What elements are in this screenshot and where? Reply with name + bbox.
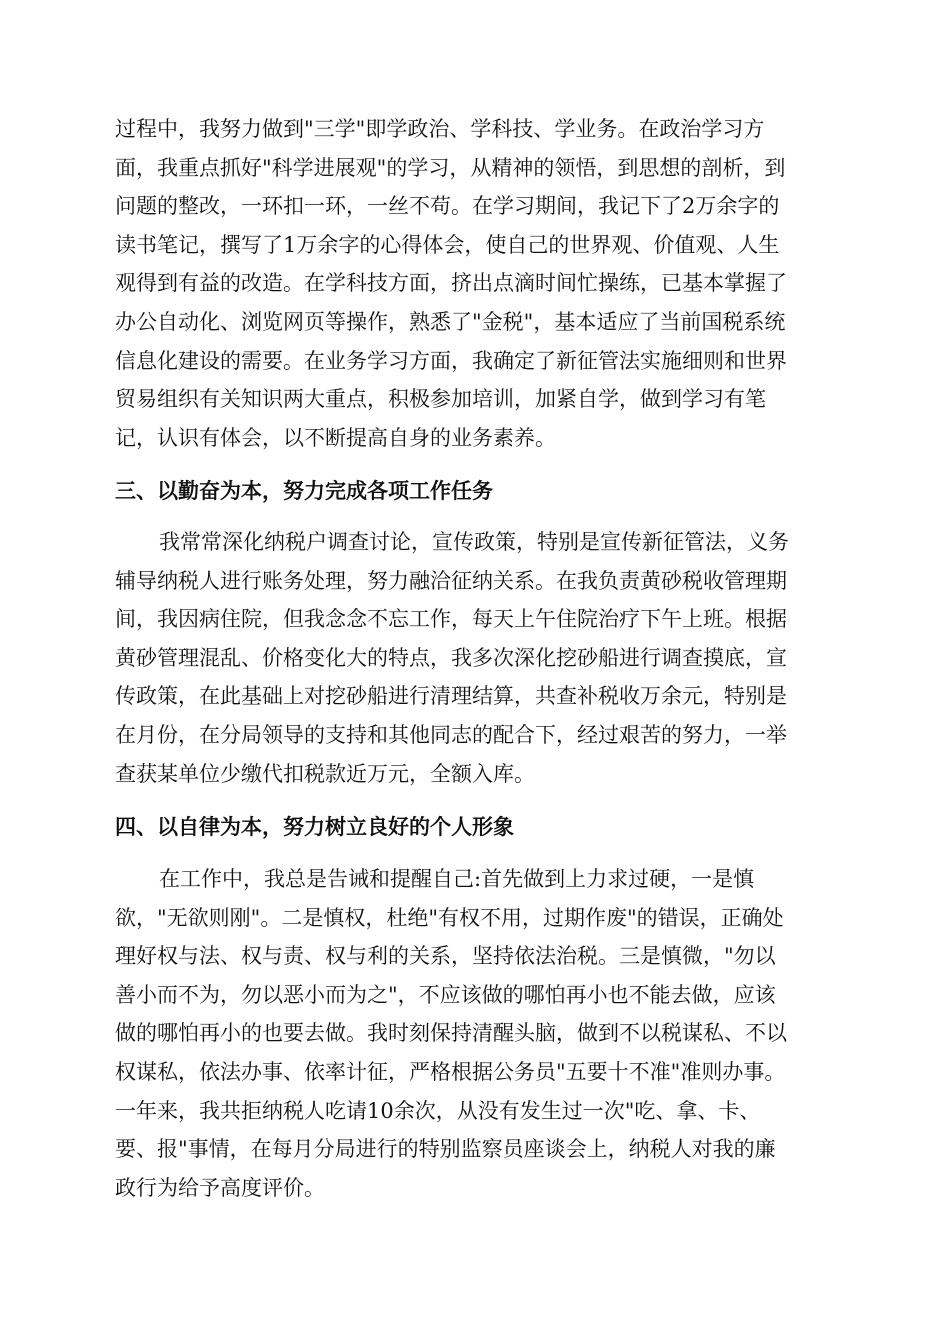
text-line: 善小而不为，勿以恶小而为之"，不应该做的哪怕再小也不能去做，应该: [115, 982, 776, 1007]
paragraph-work: [115, 523, 835, 793]
text-line: 记，认识有体会，以不断提高自身的业务素养。: [115, 425, 556, 450]
text-line: 要、报"事情，在每月分局进行的特别监察员座谈会上，纳税人对我的廉: [115, 1137, 776, 1162]
text-line: 理好权与法、权与责、权与利的关系，坚持依法治税。三是慎微，"勿以: [115, 944, 776, 969]
text-line: 贸易组织有关知识两大重点，积极参加培训，加紧自学，做到学习有笔: [115, 387, 766, 412]
text-line: 权谋私，依法办事、依率计征，严格根据公务员"五要十不准"准则办事。: [115, 1059, 786, 1084]
text-line: 观得到有益的改造。在学科技方面，挤出点滴时间忙操练，已基本掌握了: [115, 271, 787, 296]
text-line: 黄砂管理混乱、价格变化大的特点，我多次深化挖砂船进行调查摸底，宣: [115, 645, 787, 670]
text-line: 辅导纳税人进行账务处理，努力融洽征纳关系。在我负责黄砂税收管理期: [115, 568, 787, 593]
text-line: 间，我因病住院，但我念念不忘工作，每天上午住院治疗下午上班。根据: [115, 607, 787, 632]
text-line: 欲，"无欲则刚"。二是慎权，杜绝"有权不用，过期作废"的错误，正确处: [115, 905, 784, 930]
text-line: 信息化建设的需要。在业务学习方面，我确定了新征管法实施细则和世界: [115, 348, 787, 373]
paragraph-study: [115, 110, 835, 457]
text-line: 做的哪怕再小的也要去做。我时刻保持清醒头脑，做到不以税谋私、不以: [115, 1021, 787, 1046]
text-line: 面，我重点抓好"科学进展观"的学习，从精神的领悟，到思想的剖析，到: [115, 155, 786, 180]
text-line: 我常常深化纳税户调查讨论，宣传政策，特别是宣传新征管法，义务: [159, 530, 789, 554]
text-line: 传政策，在此基础上对挖砂船进行清理结算，共查补税收万余元，特别是: [115, 684, 787, 709]
text-line: 读书笔记，撰写了1万余字的心得体会，使自己的世界观、价值观、人生: [115, 232, 780, 257]
text-line: 过程中，我努力做到"三学"即学政治、学科技、学业务。在政治学习方: [115, 117, 765, 141]
text-line: 在工作中，我总是告诫和提醒自己:首先做到上力求过硬，一是慎: [159, 867, 755, 891]
section-heading-4: 四、以自律为本，努力树立良好的个人形象: [115, 815, 514, 839]
text-line: 查获某单位少缴代扣税款近万元，全额入库。: [115, 761, 535, 786]
section-heading-3: 三、以勤奋为本，努力完成各项工作任务: [115, 479, 493, 503]
text-line: 一年来，我共拒纳税人吃请10余次，从没有发生过一次"吃、拿、卡、: [115, 1098, 761, 1123]
text-line: 办公自动化、浏览网页等操作，熟悉了"金税"，基本适应了当前国税系统: [115, 309, 786, 334]
text-line: 在月份，在分局领导的支持和其他同志的配合下，经过艰苦的努力，一举: [115, 722, 787, 747]
paragraph-discipline: [115, 860, 835, 1207]
text-line: 问题的整改，一环扣一环，一丝不苟。在学习期间，我记下了2万余字的: [115, 194, 780, 219]
text-line: 政行为给予高度评价。: [115, 1175, 325, 1200]
